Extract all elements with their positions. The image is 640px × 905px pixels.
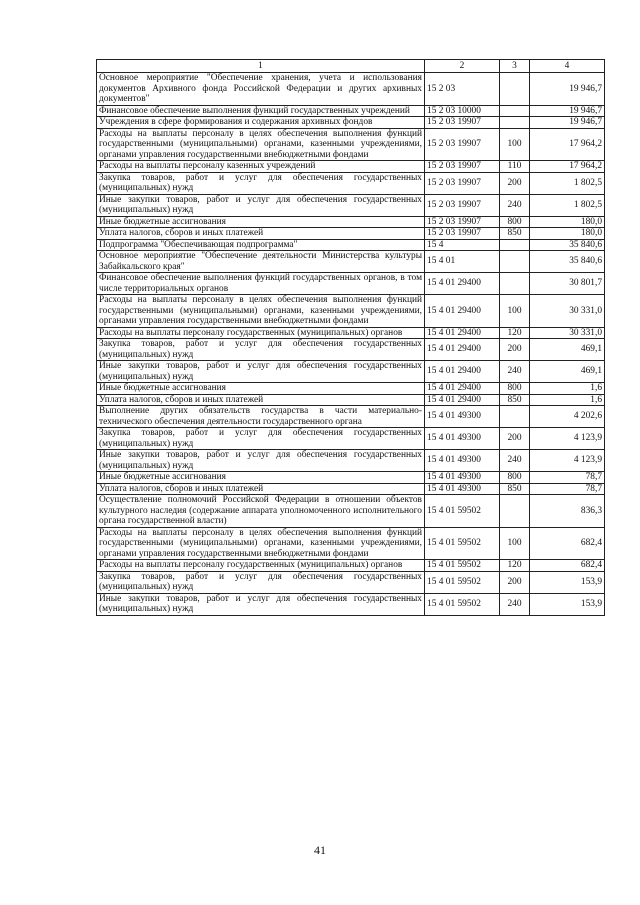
row-expense-type-cell xyxy=(500,105,530,117)
row-amount-cell: 1 802,5 xyxy=(530,172,605,194)
row-amount-cell: 180,0 xyxy=(530,228,605,240)
row-name-cell: Иные закупки товаров, работ и услуг для обеспечения государственных (муниципальных) нужд xyxy=(97,194,425,216)
row-code-cell: 15 4 01 59502 xyxy=(425,571,500,593)
row-expense-type-cell: 800 xyxy=(500,216,530,228)
row-name-cell: Осуществление полномочий Российской Федерации в отношении объектов культурного наследия (содержание аппарата уполномоченного исполнительного органа государственной власти) xyxy=(97,495,425,528)
row-amount-cell: 17 964,2 xyxy=(530,161,605,173)
row-code-cell: 15 4 01 49300 xyxy=(425,483,500,495)
row-expense-type-cell: 200 xyxy=(500,172,530,194)
row-code-cell: 15 4 01 49300 xyxy=(425,450,500,472)
row-amount-cell: 30 331,0 xyxy=(530,295,605,328)
row-name-cell: Закупка товаров, работ и услуг для обеспечения государственных (муниципальных) нужд xyxy=(97,339,425,361)
row-code-cell: 15 4 01 59502 xyxy=(425,560,500,572)
table-row xyxy=(97,327,605,339)
header-row xyxy=(97,60,605,73)
row-expense-type-cell: 120 xyxy=(500,560,530,572)
row-name-cell: Уплата налогов, сборов и иных платежей xyxy=(97,483,425,495)
table-row xyxy=(97,593,605,615)
row-name-cell: Финансовое обеспечение выполнения функций государственных органов, в том числе территориальных органов xyxy=(97,273,425,295)
row-expense-type-cell: 100 xyxy=(500,128,530,161)
row-expense-type-cell xyxy=(500,117,530,129)
table-row xyxy=(97,495,605,528)
row-expense-type-cell: 850 xyxy=(500,483,530,495)
row-code-cell: 15 2 03 19907 xyxy=(425,228,500,240)
row-code-cell: 15 4 01 29400 xyxy=(425,339,500,361)
table-row xyxy=(97,571,605,593)
row-name-cell: Уплата налогов, сборов и иных платежей xyxy=(97,394,425,406)
row-name-cell: Расходы на выплаты персоналу в целях обеспечения выполнения функций государственными (муниципальными) органами, казенными учреждениями, органами управления государственными внебюджетными фондами xyxy=(97,527,425,560)
table-row xyxy=(97,117,605,129)
row-amount-cell: 35 840,6 xyxy=(530,251,605,273)
row-expense-type-cell xyxy=(500,239,530,251)
row-amount-cell: 153,9 xyxy=(530,571,605,593)
row-code-cell: 15 2 03 19907 xyxy=(425,172,500,194)
row-amount-cell: 469,1 xyxy=(530,339,605,361)
column-header-4: 4 xyxy=(530,60,605,73)
table-row xyxy=(97,527,605,560)
row-code-cell: 15 4 01 49300 xyxy=(425,428,500,450)
page-number: 41 xyxy=(314,843,326,857)
table-row xyxy=(97,105,605,117)
row-expense-type-cell: 240 xyxy=(500,361,530,383)
row-amount-cell: 4 123,9 xyxy=(530,450,605,472)
table-row xyxy=(97,406,605,428)
table-row xyxy=(97,472,605,484)
table-row xyxy=(97,483,605,495)
table-row xyxy=(97,295,605,328)
row-amount-cell: 836,3 xyxy=(530,495,605,528)
row-code-cell: 15 4 xyxy=(425,239,500,251)
row-amount-cell: 35 840,6 xyxy=(530,239,605,251)
row-code-cell: 15 4 01 29400 xyxy=(425,295,500,328)
table-row xyxy=(97,273,605,295)
row-expense-type-cell: 120 xyxy=(500,327,530,339)
table-row xyxy=(97,216,605,228)
row-expense-type-cell: 240 xyxy=(500,593,530,615)
column-header-2: 2 xyxy=(425,60,500,73)
row-code-cell: 15 2 03 19907 xyxy=(425,216,500,228)
table-row xyxy=(97,339,605,361)
row-expense-type-cell: 200 xyxy=(500,571,530,593)
row-amount-cell: 19 946,7 xyxy=(530,105,605,117)
row-expense-type-cell: 110 xyxy=(500,161,530,173)
table-row xyxy=(97,128,605,161)
row-amount-cell: 682,4 xyxy=(530,527,605,560)
row-amount-cell: 682,4 xyxy=(530,560,605,572)
row-amount-cell: 4 202,6 xyxy=(530,406,605,428)
row-name-cell: Расходы на выплаты персоналу казенных учреждений xyxy=(97,161,425,173)
table-row xyxy=(97,194,605,216)
row-name-cell: Иные закупки товаров, работ и услуг для обеспечения государственных (муниципальных) нужд xyxy=(97,593,425,615)
row-amount-cell: 19 946,7 xyxy=(530,73,605,106)
row-name-cell: Закупка товаров, работ и услуг для обеспечения государственных (муниципальных) нужд xyxy=(97,571,425,593)
row-name-cell: Иные бюджетные ассигнования xyxy=(97,383,425,395)
row-code-cell: 15 4 01 49300 xyxy=(425,472,500,484)
row-expense-type-cell: 800 xyxy=(500,472,530,484)
row-name-cell: Расходы на выплаты персоналу в целях обеспечения выполнения функций государственными (муниципальными) органами, казенными учреждениями, органами управления государственными внебюджетными фондами xyxy=(97,128,425,161)
row-amount-cell: 1,6 xyxy=(530,394,605,406)
table-row xyxy=(97,73,605,106)
column-header-1: 1 xyxy=(97,60,425,73)
row-name-cell: Иные закупки товаров, работ и услуг для обеспечения государственных (муниципальных) нужд xyxy=(97,450,425,472)
row-code-cell: 15 2 03 19907 xyxy=(425,117,500,129)
row-amount-cell: 30 801,7 xyxy=(530,273,605,295)
row-amount-cell: 78,7 xyxy=(530,483,605,495)
row-code-cell: 15 2 03 10000 xyxy=(425,105,500,117)
row-amount-cell: 1 802,5 xyxy=(530,194,605,216)
table-row xyxy=(97,560,605,572)
row-code-cell: 15 4 01 29400 xyxy=(425,394,500,406)
row-name-cell: Расходы на выплаты персоналу в целях обеспечения выполнения функций государственными (муниципальными) органами, казенными учреждениями, органами управления государственными внебюджетными фондами xyxy=(97,295,425,328)
row-expense-type-cell: 240 xyxy=(500,450,530,472)
row-code-cell: 15 4 01 29400 xyxy=(425,383,500,395)
budget-table xyxy=(96,59,605,616)
row-name-cell: Иные закупки товаров, работ и услуг для обеспечения государственных (муниципальных) нужд xyxy=(97,361,425,383)
row-expense-type-cell: 240 xyxy=(500,194,530,216)
row-expense-type-cell xyxy=(500,495,530,528)
table-row xyxy=(97,394,605,406)
row-amount-cell: 19 946,7 xyxy=(530,117,605,129)
row-expense-type-cell xyxy=(500,273,530,295)
row-expense-type-cell xyxy=(500,406,530,428)
row-name-cell: Иные бюджетные ассигнования xyxy=(97,472,425,484)
table-row xyxy=(97,383,605,395)
row-name-cell: Основное мероприятие "Обеспечение деятельности Министерства культуры Забайкальского края" xyxy=(97,251,425,273)
column-header-3: 3 xyxy=(500,60,530,73)
row-name-cell: Расходы на выплаты персоналу государственных (муниципальных) органов xyxy=(97,560,425,572)
row-code-cell: 15 4 01 29400 xyxy=(425,273,500,295)
table-row xyxy=(97,161,605,173)
row-code-cell: 15 2 03 xyxy=(425,73,500,106)
row-name-cell: Выполнение других обязательств государства в части материально-технического обеспечения деятельности государственного органа xyxy=(97,406,425,428)
row-name-cell: Учреждения в сфере формирования и содержания архивных фондов xyxy=(97,117,425,129)
row-code-cell: 15 2 03 19907 xyxy=(425,161,500,173)
row-code-cell: 15 4 01 xyxy=(425,251,500,273)
row-expense-type-cell xyxy=(500,73,530,106)
row-name-cell: Закупка товаров, работ и услуг для обеспечения государственных (муниципальных) нужд xyxy=(97,428,425,450)
table-row xyxy=(97,228,605,240)
row-name-cell: Расходы на выплаты персоналу государственных (муниципальных) органов xyxy=(97,327,425,339)
row-code-cell: 15 4 01 49300 xyxy=(425,406,500,428)
row-name-cell: Иные бюджетные ассигнования xyxy=(97,216,425,228)
table-row xyxy=(97,239,605,251)
table-row xyxy=(97,450,605,472)
row-amount-cell: 180,0 xyxy=(530,216,605,228)
row-expense-type-cell: 850 xyxy=(500,394,530,406)
row-amount-cell: 1,6 xyxy=(530,383,605,395)
row-amount-cell: 469,1 xyxy=(530,361,605,383)
row-expense-type-cell: 200 xyxy=(500,428,530,450)
row-name-cell: Уплата налогов, сборов и иных платежей xyxy=(97,228,425,240)
row-name-cell: Основное мероприятие "Обеспечение хранения, учета и использования документов Архивного фонда Российской Федерации и других архивных документов" xyxy=(97,73,425,106)
row-expense-type-cell: 850 xyxy=(500,228,530,240)
table-row xyxy=(97,172,605,194)
table-row xyxy=(97,428,605,450)
row-code-cell: 15 2 03 19907 xyxy=(425,128,500,161)
row-code-cell: 15 4 01 59502 xyxy=(425,527,500,560)
row-code-cell: 15 2 03 19907 xyxy=(425,194,500,216)
row-name-cell: Финансовое обеспечение выполнения функций государственных учреждений xyxy=(97,105,425,117)
row-code-cell: 15 4 01 59502 xyxy=(425,593,500,615)
row-code-cell: 15 4 01 29400 xyxy=(425,361,500,383)
row-amount-cell: 17 964,2 xyxy=(530,128,605,161)
row-name-cell: Подпрограмма "Обеспечивающая подпрограмма" xyxy=(97,239,425,251)
table-row xyxy=(97,361,605,383)
table-row xyxy=(97,251,605,273)
row-code-cell: 15 4 01 29400 xyxy=(425,327,500,339)
row-expense-type-cell: 100 xyxy=(500,527,530,560)
row-expense-type-cell: 200 xyxy=(500,339,530,361)
row-amount-cell: 153,9 xyxy=(530,593,605,615)
row-amount-cell: 4 123,9 xyxy=(530,428,605,450)
row-amount-cell: 78,7 xyxy=(530,472,605,484)
table-body xyxy=(97,73,605,616)
row-expense-type-cell: 100 xyxy=(500,295,530,328)
row-name-cell: Закупка товаров, работ и услуг для обеспечения государственных (муниципальных) нужд xyxy=(97,172,425,194)
row-expense-type-cell xyxy=(500,251,530,273)
row-amount-cell: 30 331,0 xyxy=(530,327,605,339)
row-code-cell: 15 4 01 59502 xyxy=(425,495,500,528)
row-expense-type-cell: 800 xyxy=(500,383,530,395)
